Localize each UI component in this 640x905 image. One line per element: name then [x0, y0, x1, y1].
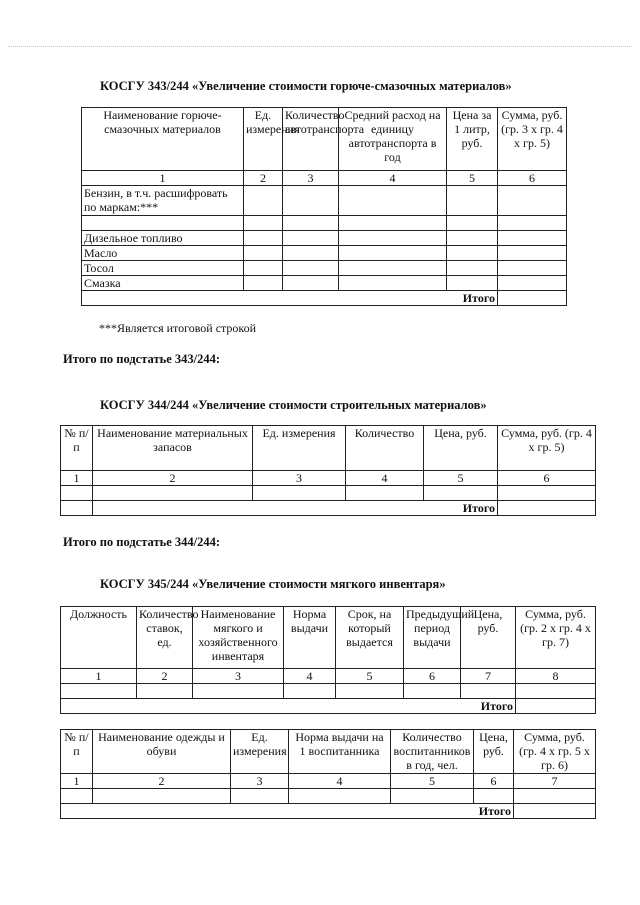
- column-number: 1: [61, 774, 93, 789]
- header-cell: Сумма, руб. (гр. 2 х гр. 4 х гр. 7): [516, 607, 596, 669]
- header-cell: Должность: [61, 607, 137, 669]
- total-row: [61, 804, 596, 819]
- header-cell: Ед. измерения: [244, 108, 283, 171]
- column-number: 4: [289, 774, 391, 789]
- section-345-title: КОСГУ 345/244 «Увеличение стоимости мягкого инвентаря»: [100, 577, 446, 591]
- header-cell: Средний расход на единицу автотранспорта в год: [339, 108, 447, 171]
- header-cell: Количество воспитанников в год, чел.: [391, 730, 474, 774]
- column-number: 2: [93, 774, 231, 789]
- column-number: 6: [498, 171, 567, 186]
- column-number: 4: [346, 471, 424, 486]
- table-row: [82, 261, 567, 276]
- total-label: Итого: [93, 501, 498, 516]
- table-344: [60, 425, 596, 516]
- column-number: 3: [193, 669, 284, 684]
- row-label: Масло: [82, 246, 244, 261]
- total-label: Итого: [61, 804, 514, 819]
- column-number: 7: [461, 669, 516, 684]
- header-cell: Цена, руб.: [461, 607, 516, 669]
- total-row: [61, 699, 596, 714]
- header-cell: Количество автотранспорта: [283, 108, 339, 171]
- top-dotted-rule: [8, 46, 632, 47]
- table-row: [82, 231, 567, 246]
- column-number: 5: [336, 669, 404, 684]
- total-label: Итого: [82, 291, 498, 306]
- header-row: [61, 607, 596, 669]
- column-number: 4: [339, 171, 447, 186]
- row-label: [82, 216, 244, 231]
- subtotal-344: Итого по подстатье 344/244:: [63, 535, 221, 549]
- section-343-title: КОСГУ 343/244 «Увеличение стоимости горюче-смазочных материалов»: [100, 79, 512, 93]
- row-label: Дизельное топливо: [82, 231, 244, 246]
- column-number: 6: [498, 471, 596, 486]
- header-cell: Сумма, руб. (гр. 4 х гр. 5 х гр. 6): [514, 730, 596, 774]
- header-cell: Норма выдачи на 1 воспитанника: [289, 730, 391, 774]
- header-cell: Наименование мягкого и хозяйственного инвентаря: [193, 607, 284, 669]
- row-label: Смазка: [82, 276, 244, 291]
- header-cell: Срок, на который выдается: [336, 607, 404, 669]
- column-number: 6: [474, 774, 514, 789]
- column-number: 2: [93, 471, 253, 486]
- header-cell: Цена за 1 литр, руб.: [447, 108, 498, 171]
- table-345-inventory: [60, 606, 596, 714]
- subtotal-343: Итого по подстатье 343/244:: [63, 352, 221, 366]
- header-cell: Цена, руб.: [474, 730, 514, 774]
- header-cell: Наименование одежды и обуви: [93, 730, 231, 774]
- header-row: [61, 730, 596, 774]
- total-row: [82, 291, 567, 306]
- column-number: 3: [253, 471, 346, 486]
- header-cell: Наименование горюче-смазочных материалов: [82, 108, 244, 171]
- column-number-row: [61, 471, 596, 486]
- header-cell: Количество: [346, 426, 424, 471]
- header-row: [82, 108, 567, 171]
- table-row: [61, 486, 596, 501]
- header-cell: Цена, руб.: [424, 426, 498, 471]
- column-number: 1: [61, 471, 93, 486]
- header-cell: Наименование материальных запасов: [93, 426, 253, 471]
- column-number: 1: [61, 669, 137, 684]
- header-cell: Норма выдачи: [284, 607, 336, 669]
- header-cell: Количество ставок, ед.: [137, 607, 193, 669]
- column-number-row: [82, 171, 567, 186]
- table-345-clothing: [60, 729, 596, 819]
- total-label: Итого: [61, 699, 516, 714]
- row-label: Бензин, в т.ч. расшифровать по маркам:***: [82, 186, 244, 216]
- header-cell: Ед. измерения: [253, 426, 346, 471]
- column-number: 6: [404, 669, 461, 684]
- column-number: 5: [424, 471, 498, 486]
- row-label: Тосол: [82, 261, 244, 276]
- header-cell: № п/п: [61, 730, 93, 774]
- table-row: [82, 246, 567, 261]
- footnote: ***Является итоговой строкой: [99, 321, 257, 335]
- column-number-row: [61, 774, 596, 789]
- header-row: [61, 426, 596, 471]
- column-number: 1: [82, 171, 244, 186]
- column-number-row: [61, 669, 596, 684]
- column-number: 5: [447, 171, 498, 186]
- column-number: 2: [137, 669, 193, 684]
- column-number: 3: [231, 774, 289, 789]
- total-row: [61, 501, 596, 516]
- header-cell: № п/п: [61, 426, 93, 471]
- table-row: [61, 789, 596, 804]
- column-number: 7: [514, 774, 596, 789]
- column-number: 4: [284, 669, 336, 684]
- table-row: [82, 186, 567, 216]
- table-row: [82, 216, 567, 231]
- header-cell: Сумма, руб. (гр. 3 х гр. 4 х гр. 5): [498, 108, 567, 171]
- table-row: [82, 276, 567, 291]
- section-344-title: КОСГУ 344/244 «Увеличение стоимости строительных материалов»: [100, 398, 487, 412]
- column-number: 5: [391, 774, 474, 789]
- header-cell: Предыдущий период выдачи: [404, 607, 461, 669]
- header-cell: Сумма, руб. (гр. 4 х гр. 5): [498, 426, 596, 471]
- header-cell: Ед. измерения: [231, 730, 289, 774]
- column-number: 3: [283, 171, 339, 186]
- table-row: [61, 684, 596, 699]
- column-number: 2: [244, 171, 283, 186]
- column-number: 8: [516, 669, 596, 684]
- table-343: [81, 107, 567, 306]
